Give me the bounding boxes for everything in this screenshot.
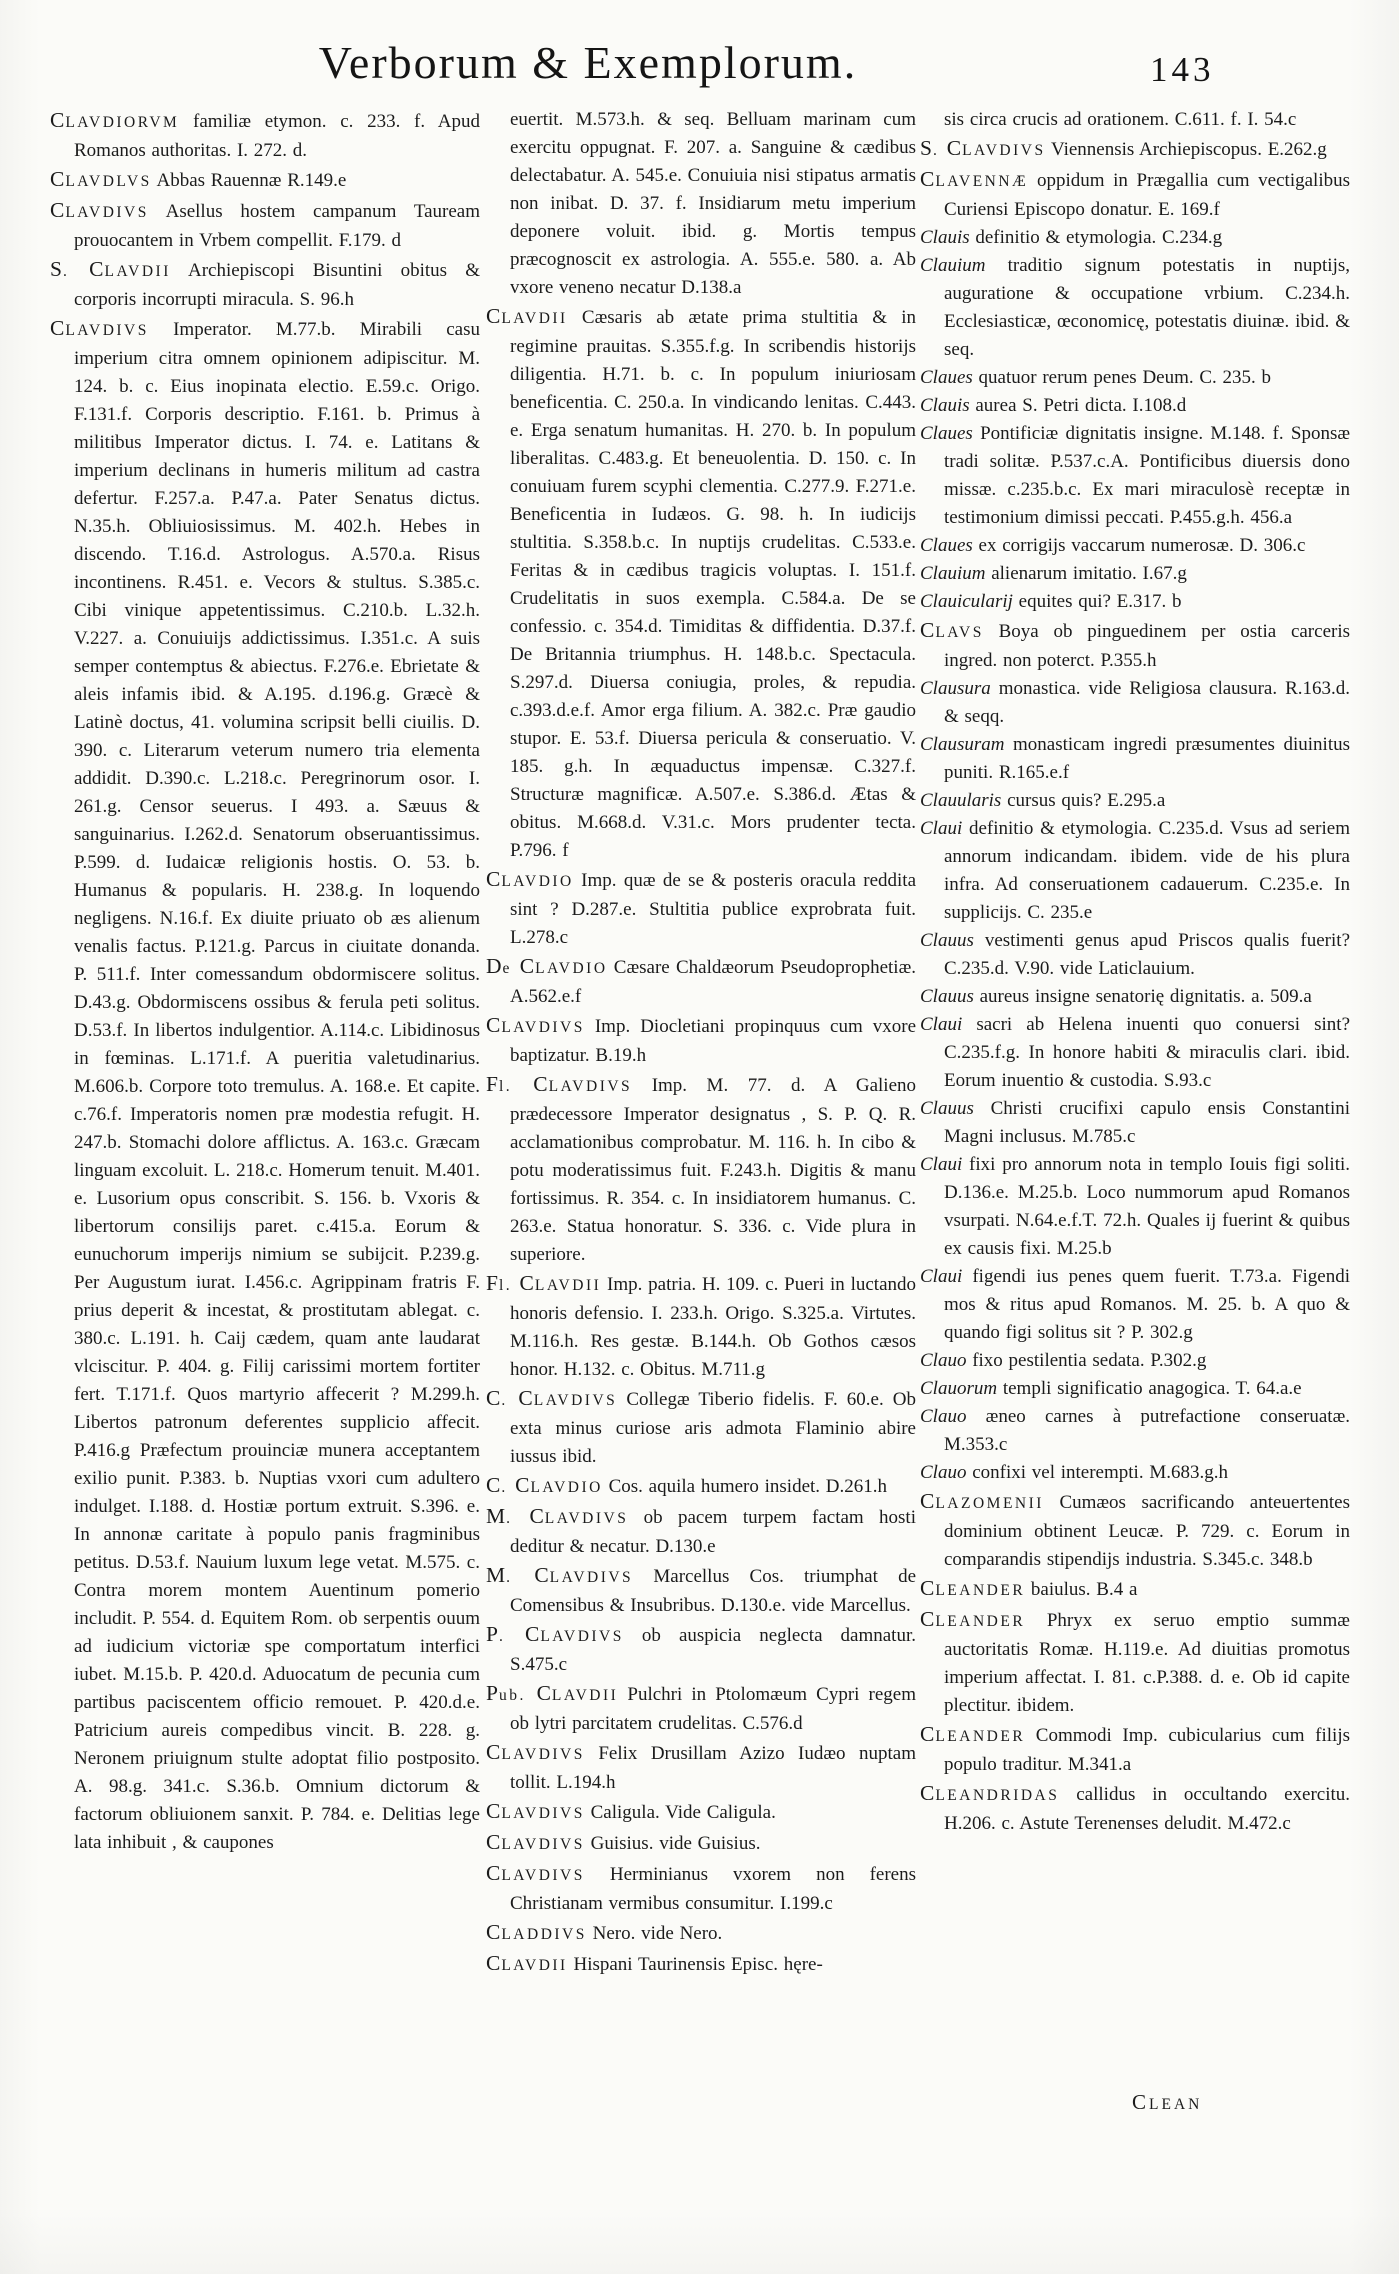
- entry-headword: M. CLAVDIVS: [486, 1563, 634, 1587]
- entry-headword: CLAVDII: [486, 1951, 568, 1975]
- entry-headword: C. CLAVDIO: [486, 1473, 603, 1497]
- index-entry: [486, 1011, 916, 1070]
- entry-headword: P. CLAVDIVS: [486, 1622, 624, 1646]
- index-column-3: [920, 106, 1350, 2196]
- headword-initial: C: [486, 1861, 502, 1885]
- headword-initial: C: [525, 1622, 541, 1646]
- headword-initial: C: [486, 867, 502, 891]
- entry-headword: Claui: [920, 1266, 963, 1287]
- entry-headword: CLAVDII: [486, 304, 568, 328]
- entry-text: ob auspicia neglecta damnatur. S.475.c: [510, 1625, 916, 1675]
- index-entry: [486, 1949, 916, 1980]
- index-entry: [920, 1151, 1350, 1263]
- headword-initial: C: [534, 1563, 550, 1587]
- entry-headword: Clauularis: [920, 790, 1002, 811]
- headword-initial: C: [50, 108, 66, 132]
- index-entry: [510, 106, 916, 302]
- headword-initial: C: [529, 1504, 545, 1528]
- entry-headword: Pub. CLAVDII: [486, 1681, 619, 1705]
- entry-text: Herminianus vxorem non ferens Christianam vermibus consumitur. I.199.c: [510, 1864, 916, 1914]
- entry-headword: Clauo: [920, 1406, 967, 1427]
- index-entry: [486, 1269, 916, 1384]
- headword-initial: F: [486, 1271, 499, 1295]
- entry-text: Cos. aquila humero insidet. D.261.h: [608, 1476, 888, 1497]
- index-entry: [920, 165, 1350, 224]
- headword-initial: C: [50, 316, 66, 340]
- index-entry: [920, 1605, 1350, 1720]
- headword-initial: C: [533, 1072, 549, 1096]
- entry-text: fixo pestilentia sedata. P.302.g: [972, 1350, 1207, 1371]
- entry-text: callidus in occultando exercitu. H.206. c. Astute Terenenses deludit. M.472.c: [944, 1784, 1350, 1834]
- entry-headword: Clauo: [920, 1462, 967, 1483]
- entry-headword: Clauo: [920, 1350, 967, 1371]
- index-entry: [920, 1375, 1350, 1403]
- index-entry: [920, 1720, 1350, 1779]
- headword-initial: C: [515, 1473, 531, 1497]
- entry-text: aureus insigne senatorię dignitatis. a. 509.a: [979, 986, 1312, 1007]
- headword-initial: C: [486, 304, 502, 328]
- index-entry: [920, 927, 1350, 983]
- entry-headword: Clauicularij: [920, 591, 1013, 612]
- entry-text: alienarum imitatio. I.67.g: [991, 563, 1187, 584]
- headword-initial: C: [486, 1386, 502, 1410]
- index-entry: [920, 134, 1350, 165]
- entry-headword: CLAVDIVS: [486, 1013, 585, 1037]
- headword-initial: C: [920, 1576, 936, 1600]
- index-entry: [50, 196, 480, 255]
- entry-headword: Claui: [920, 818, 963, 839]
- entry-headword: Clauium: [920, 563, 986, 584]
- headword-initial: C: [486, 1013, 502, 1037]
- entry-headword: Claues: [920, 535, 973, 556]
- page-number: 143: [1150, 50, 1215, 89]
- entry-text: æneo carnes à putrefactione conseruatæ. M.353.c: [944, 1406, 1350, 1455]
- index-entry: [920, 1779, 1350, 1838]
- headword-initial: C: [486, 1740, 502, 1764]
- index-entry: [920, 1095, 1350, 1151]
- index-entry: [486, 865, 916, 952]
- index-entry: [920, 616, 1350, 675]
- entry-headword: Clauis: [920, 395, 970, 416]
- entry-headword: CLAVDIORVM: [50, 108, 180, 132]
- entry-text: Pulchri in Ptolomæum Cypri regem ob lytri parcitatem crudelitas. C.576.d: [510, 1684, 916, 1734]
- index-entry: [944, 106, 1350, 134]
- entry-text: Boya ob pinguedinem per ostia carceris ingred. non poterct. P.355.h: [944, 621, 1350, 671]
- headword-initial: C: [920, 1781, 936, 1805]
- entry-headword: Clauorum: [920, 1378, 998, 1399]
- entry-headword: Clausuram: [920, 734, 1005, 755]
- headword-initial: C: [486, 1473, 502, 1497]
- index-entry: [920, 252, 1350, 364]
- index-entry: [486, 952, 916, 1011]
- index-entry: [920, 588, 1350, 616]
- index-entry: [920, 787, 1350, 815]
- entry-text: definitio & etymologia. C.235.d. Vsus ad seriem annorum indicandam. ibidem. vide de his plura infra. Ad conseruationem cadauerum. C.235.e. In supplicijs. C. 235.e: [944, 818, 1350, 923]
- index-entry: [920, 815, 1350, 927]
- index-column-2: [486, 106, 916, 2196]
- entry-headword: C. CLAVDIVS: [486, 1386, 618, 1410]
- entry-text: Felix Drusillam Azizo Iudæo nuptam tollit. L.194.h: [510, 1743, 916, 1793]
- index-entry: [50, 165, 480, 196]
- entry-headword: CLAVDIVS: [486, 1830, 585, 1854]
- headword-initial: C: [50, 167, 66, 191]
- entry-headword: CLAVDIVS: [50, 316, 149, 340]
- index-entry: [920, 1459, 1350, 1487]
- entry-text: Cumæos sacrificando anteuertentes dominium obtinent Leucæ. P. 729. c. Eorum in comparandis stipendijs industria. S.345.c. 348.b: [944, 1492, 1350, 1570]
- index-entry: [486, 1828, 916, 1859]
- entry-headword: S. CLAVDII: [50, 257, 171, 281]
- headword-initial: M: [486, 1504, 507, 1528]
- entry-text: Caligula. Vide Caligula.: [590, 1802, 776, 1823]
- index-entry: [920, 675, 1350, 731]
- headword-initial: C: [946, 136, 963, 160]
- entry-text: monasticam ingredi præsumentes diuinitus puniti. R.165.e.f: [944, 734, 1350, 783]
- headword-initial: D: [486, 954, 503, 978]
- entry-text: figendi ius penes quem fuerit. T.73.a. Figendi mos & ritus apud Romanos. M. 25. b. A quo & quando figi solitus sit ? P. 302.g: [944, 1266, 1350, 1343]
- headword-initial: C: [920, 167, 936, 191]
- index-entry: [486, 1679, 916, 1738]
- headword-initial: S: [920, 136, 933, 160]
- entry-text: equites qui? E.317. b: [1018, 591, 1182, 612]
- entry-headword: Clauus: [920, 986, 974, 1007]
- entry-text: Pontificiæ dignitatis insigne. M.148. f. Sponsæ tradi solitæ. P.537.c.A. Pontificibus diuersis dono missæ. c.235.b.c. Ex mari miraculosè receptæ in testimonium dimissi peccati. P.455.g.h. 456.a: [944, 423, 1350, 528]
- entry-text: Guisius. vide Guisius.: [590, 1833, 761, 1854]
- entry-text: quatuor rerum penes Deum. C. 235. b: [978, 367, 1272, 388]
- entry-text: Cæsare Chaldæorum Pseudoprophetiæ. A.562.e.f: [510, 957, 916, 1007]
- entry-headword: Clausura: [920, 678, 991, 699]
- entry-text: Commodi Imp. cubicularius cum filijs populo traditur. M.341.a: [944, 1725, 1350, 1775]
- entry-text: Archiepiscopi Bisuntini obitus & corporis incorrupti miracula. S. 96.h: [74, 260, 480, 310]
- headword-initial: C: [519, 954, 536, 978]
- headword-initial: C: [920, 1607, 936, 1631]
- index-entry: [920, 560, 1350, 588]
- entry-text: Imp. patria. H. 109. c. Pueri in luctando honoris defensio. I. 233.h. Origo. S.325.a. Virtutes. M.116.h. Res gestæ. B.144.h. Ob Gothos cæsos honor. H.132. c. Obitus. M.711.g: [510, 1274, 916, 1380]
- headword-initial: C: [486, 1799, 502, 1823]
- entry-headword: Fl. CLAVDIVS: [486, 1072, 633, 1096]
- page-title: Verborum & Exemplorum.: [318, 37, 858, 88]
- entry-text: sis circa crucis ad orationem. C.611. f. I. 54.c: [944, 109, 1297, 130]
- entry-text: Asellus hostem campanum Tauream prouocantem in Vrbem compellit. F.179. d: [74, 201, 480, 251]
- index-entry: [920, 532, 1350, 560]
- entry-headword: CLEANDER: [920, 1576, 1026, 1600]
- entry-headword: CLAVDIVS: [486, 1799, 585, 1823]
- entry-text: templi significatio anagogica. T. 64.a.e: [1002, 1378, 1302, 1399]
- entry-text: familiæ etymon. c. 233. f. Apud Romanos authoritas. I. 272. d.: [74, 111, 480, 161]
- index-entry: [486, 1918, 916, 1949]
- entry-headword: Clauus: [920, 1098, 974, 1119]
- entry-text: Imp. M. 77. d. A Galieno prædecessore Imperator designatus , S. P. Q. R. acclamationibus comprobatur. M. 116. h. In cibo & potu moderatissimus fuit. F.243.h. Digitis & manu fortissimus. R. 354. c. In insidiatorem humanus. C. 263.e. Statua honoratur. S. 336. c. Vide plura in superiore.: [510, 1075, 916, 1265]
- headword-initial: C: [920, 1722, 936, 1746]
- headword-initial: F: [486, 1072, 499, 1096]
- headword-initial: C: [486, 1951, 502, 1975]
- entry-text: aurea S. Petri dicta. I.108.d: [975, 395, 1187, 416]
- headword-initial: P: [486, 1622, 499, 1646]
- entry-headword: Clauis: [920, 227, 970, 248]
- entry-text: Imperator. M.77.b. Mirabili casu imperium citra omnem opinionem adipiscitur. M. 124. b. c. Eius inopinata electio. E.59.c. Origo. F.131.f. Corporis descriptio. F.161. b. Primus à militibus Imperator dictus. I. 74. e. Latitans & imperium declinans in humeris militum ad castra defertur. F.257.a. P.47.a. Pater Senatus dictus. N.35.h. Obliuiosissimus. M. 402.h. Hebes in discendo. T.16.d. Astrologus. A.570.a. Risus incontinens. R.451. e. Vecors & stultus. S.385.c. Cibi vinique appetentissimus. C.210.b. L.32.h. V.227. a. Conuiuijs addictissimus. I.351.c. A suis semper contemptus & abiectus. F.276.e. Ebrietate & aleis infamis ibid. & A.195. d.196.g. Græcè & Latinè doctus, 41. volumina scripsit belli ciuilis. D. 390. c. Literarum veterum numero tria elementa addidit. D.390.c. L.218.c. Peregrinorum osor. I. 261.g. Censor seuerus. I 493. a. Sæuus & sanguinarius. I.262.d. Senatorum obseruantissimus. P.599. d. Iudaicæ religionis hostis. O. 53. b. Humanus & popularis. H. 238.g. In loquendo negligens. N.16.f. Ex diuite priuato ob æs alienum venalis factus. P.121.g. Parcus in ciuitate donanda. P. 511.f. Inter comessandum obdormiscere solitus. D.43.g. Obdormiscens ossibus & ferula peti solitus. D.53.f. In libertos indulgentior. A.114.c. Libidinosus in fœminas. L.171.f. A pueritia valetudinarius. M.606.b. Corpore toto tremulus. A. 168.e. Et capite. c.76.f. Imperatoris nomen præ modestia refugit. H. 247.b. Stomachi dolore afflictus. A. 163.c. Græcam linguam excoluit. L. 218.c. Homerum tenuit. M.401. e. Lusorium opus conscribit. S. 156. b. Vxoris & libertorum consilijs paret. c.415.a. Eorum & eunuchorum imperijs nimium se subijcit. P.239.g. Per Augustum iurat. I.456.c. Agrippinam fratris F. prius deperit & incestat, & prostitutam ablegat. c. 380.c. L.191. h. Caij cædem, quam ante laudarat vlciscitur. P. 404. g. Filij carissimi mortem fortiter fert. T.171.f. Quos martyrio affecerit ? M.299.h. Libertos patronum deferentes supplicio affecit. P.416.g Præfectum prouinciæ munera acceptantem exilio punit. P.383. b. Nuptias vxori cum adultero indulget. I.188. d. Hostiæ portum extruit. S.396. e. In annonæ caritate à populo panis fragminibus petitus. D.53.f. Nauium luxum lege vetat. M.575. c. Contra morem montem Auentinum pomerio includit. P. 554. d. Equitem Rom. ob serpentis ouum ad iudicium victoriæ spe comportatum interfici iubet. M.15.b. P. 420.d. Aduocatum de pecunia cum partibus paciscentem officio remouet. P. 420.d.e. Patricium aureis compedibus vincit. B. 228. g. Neronem priuignum stulte adoptat filio postposito. A. 98.g. 341.c. S.36.b. Omnium dictorum & factorum obliuionem sanxit. P. 784. e. Delitias lege lata inhibuit , & caupones: [74, 319, 480, 1853]
- index-entry: [50, 106, 480, 165]
- entry-text: confixi vel interempti. M.683.g.h: [972, 1462, 1228, 1483]
- entry-text: Collegæ Tiberio fidelis. F. 60.e. Ob exta minus curiose aris admota Flaminio abire iussus ibid.: [510, 1389, 916, 1467]
- entry-headword: De CLAVDIO: [486, 954, 608, 978]
- headword-initial: C: [920, 618, 936, 642]
- entry-text: baiulus. B.4 a: [1030, 1579, 1138, 1600]
- index-entry: [486, 1738, 916, 1797]
- index-entry: [920, 1403, 1350, 1459]
- entry-headword: CLAVDIVS: [486, 1740, 585, 1764]
- index-entry: [920, 224, 1350, 252]
- entry-headword: S. CLAVDIVS: [920, 136, 1046, 160]
- entry-headword: Claues: [920, 367, 973, 388]
- headword-initial: P: [486, 1681, 499, 1705]
- entry-text: Phryx ex seruo emptio summæ auctoritatis Romæ. H.119.e. Ad diuitias promotus imperium affectat. I. 81. c.P.388. d. e. Ob id capite plectitur. ibidem.: [944, 1610, 1350, 1716]
- index-entry: [920, 731, 1350, 787]
- catchword: CLEAN: [1132, 2090, 1203, 2114]
- entry-text: Cæsaris ab ætate prima stultitia & in regimine prauitas. S.355.f.g. In scribendis historijs diligentia. H.71. b. c. In populum iniuriosam beneficentia. C. 250.a. In vindicando lenitas. C.443. e. Erga senatum humanitas. H. 270. b. In populum liberalitas. C.483.g. Et beneuolentia. D. 150. c. In conuiuam furem scyphi clementia. C.277.9. F.271.e. Beneficentia in Iudæos. G. 98. h. In iudicijs stultitia. S.358.b.c. In nuptijs crudelitas. C.533.e. Feritas & in cædibus tragicis voluptas. I. 151.f. Crudelitatis in suos exempla. C.584.a. De se confessio. c. 354.d. Timiditas & diffidentia. D.37.f. De Britannia triumphus. H. 148.b.c. Spectacula. S.297.d. Diuersa coniugia, proles, & repudia. c.393.d.e.f. Amor erga filium. A. 382.c. Præ gaudio stupor. E. 53.f. Diuersa pericula & conseruatio. V. 185. g.h. In æquaductus impensæ. C.327.f. Structuræ magnificæ. A.507.e. S.386.d. Ætas & obitus. M.668.d. V.31.c. Mors prudenter tecta. P.796. f: [510, 307, 916, 861]
- entry-text: traditio signum potestatis in nuptijs, auguratione & occupatione vrbium. C.234.h. Ecclesiasticæ, œconomicę, potestatis diuinæ. ibid. & seq.: [944, 255, 1350, 360]
- index-entry: [920, 1263, 1350, 1347]
- index-entry: [486, 1797, 916, 1828]
- index-entry: [920, 364, 1350, 392]
- headword-initial: C: [536, 1681, 552, 1705]
- entry-headword: Claui: [920, 1014, 963, 1035]
- index-entry: [486, 1384, 916, 1471]
- entry-text: monastica. vide Religiosa clausura. R.163.d. & seqq.: [944, 678, 1350, 727]
- headword-initial: C: [486, 1920, 502, 1944]
- entry-text: sacri ab Helena inuenti quo conuersi sint? C.235.f.g. In honore habiti & miraculis clari. ibid. Eorum inuentio & custodia. S.93.c: [944, 1014, 1350, 1091]
- index-entry: [486, 1620, 916, 1679]
- entry-text: Nero. vide Nero.: [592, 1923, 723, 1944]
- entry-headword: CLAVENNÆ: [920, 167, 1029, 191]
- entry-text: vestimenti genus apud Priscos qualis fuerit? C.235.d. V.90. vide Laticlauium.: [944, 930, 1350, 979]
- entry-text: oppidum in Prægallia cum vectigalibus Curiensi Episcopo donatur. E. 169.f: [944, 170, 1350, 220]
- entry-text: Abbas Rauennæ R.149.e: [156, 170, 347, 191]
- entry-headword: CLAVDIO: [486, 867, 574, 891]
- entry-headword: Claues: [920, 423, 973, 444]
- entry-text: ob pacem turpem factam hosti deditur & necatur. D.130.e: [510, 1507, 916, 1557]
- index-entry: [920, 1574, 1350, 1605]
- entry-text: definitio & etymologia. C.234.g: [975, 227, 1223, 248]
- index-entry: [920, 392, 1350, 420]
- entry-headword: Fl. CLAVDII: [486, 1271, 602, 1295]
- index-entry: [920, 1011, 1350, 1095]
- index-entry: [486, 1471, 916, 1502]
- entry-headword: Clauus: [920, 930, 974, 951]
- entry-headword: CLAVDIVS: [486, 1861, 585, 1885]
- entry-text: Imp. Diocletiani propinquus cum vxore baptizatur. B.19.h: [510, 1016, 916, 1066]
- index-entry: [920, 1487, 1350, 1574]
- headword-initial: C: [50, 198, 66, 222]
- entry-headword: CLAVDIVS: [50, 198, 149, 222]
- headword-initial: C: [89, 257, 105, 281]
- entry-text: euertit. M.573.h. & seq. Belluam marinam cum exercitu oppugnat. F. 207. a. Sanguine & cædibus delectabatur. A. 545.e. Conuiuia nisi stipatus armatis non inibat. D. 37. f. Insidiarum metu imperium deponere voluit. ibid. g. Mortis tempus præcognoscit ex astrologia. A. 555.e. 580. a. Ab vxore veneno necatur D.138.a: [510, 109, 916, 298]
- entry-text: Imp. quæ de se & posteris oracula reddita sint ? D.287.e. Stultitia publice exprobrata fuit. L.278.c: [510, 870, 916, 948]
- entry-headword: M. CLAVDIVS: [486, 1504, 629, 1528]
- entry-headword: CLEANDER: [920, 1722, 1026, 1746]
- index-entry: [486, 1859, 916, 1918]
- entry-text: Marcellus Cos. triumphat de Comensibus & Insubribus. D.130.e. vide Marcellus.: [510, 1566, 916, 1616]
- headword-initial: C: [518, 1386, 534, 1410]
- entry-headword: CLADDIVS: [486, 1920, 587, 1944]
- entry-text: cursus quis? E.295.a: [1007, 790, 1166, 811]
- entry-headword: CLAVS: [920, 618, 984, 642]
- entry-headword: Clauium: [920, 255, 986, 276]
- index-entry: [920, 983, 1350, 1011]
- entry-headword: CLEANDRIDAS: [920, 1781, 1060, 1805]
- entry-text: Hispani Taurinensis Episc. hęre-: [573, 1954, 823, 1975]
- index-entry: [50, 255, 480, 314]
- headword-initial: S: [50, 257, 63, 281]
- entry-text: fixi pro annorum nota in templo Iouis figi soliti. D.136.e. M.25.b. Loco nummorum apud Romanos vsurpati. N.64.e.f.T. 72.h. Quales ij fuerint & quibus ex causis fixi. M.25.b: [944, 1154, 1350, 1259]
- index-entry: [920, 1347, 1350, 1375]
- entry-text: ex corrigijs vaccarum numerosæ. D. 306.c: [978, 535, 1306, 556]
- index-entry: [486, 1561, 916, 1620]
- index-entry: [50, 314, 480, 1857]
- entry-text: Viennensis Archiepiscopus. E.262.g: [1051, 139, 1327, 160]
- headword-initial: C: [486, 1830, 502, 1854]
- headword-initial: M: [486, 1563, 507, 1587]
- index-entry: [920, 420, 1350, 532]
- entry-headword: CLAZOMENII: [920, 1489, 1044, 1513]
- index-entry: [486, 1070, 916, 1269]
- headword-initial: C: [1132, 2090, 1150, 2114]
- index-entry: [486, 1502, 916, 1561]
- index-column-1: [50, 106, 480, 2196]
- entry-text: Christi crucifixi capulo ensis Constantini Magni inclusus. M.785.c: [944, 1098, 1350, 1147]
- entry-headword: CLEANDER: [920, 1607, 1026, 1631]
- headword-initial: C: [920, 1489, 936, 1513]
- entry-headword: CLAVDLVS: [50, 167, 152, 191]
- headword-initial: C: [519, 1271, 535, 1295]
- index-entry: [486, 302, 916, 865]
- entry-headword: Claui: [920, 1154, 963, 1175]
